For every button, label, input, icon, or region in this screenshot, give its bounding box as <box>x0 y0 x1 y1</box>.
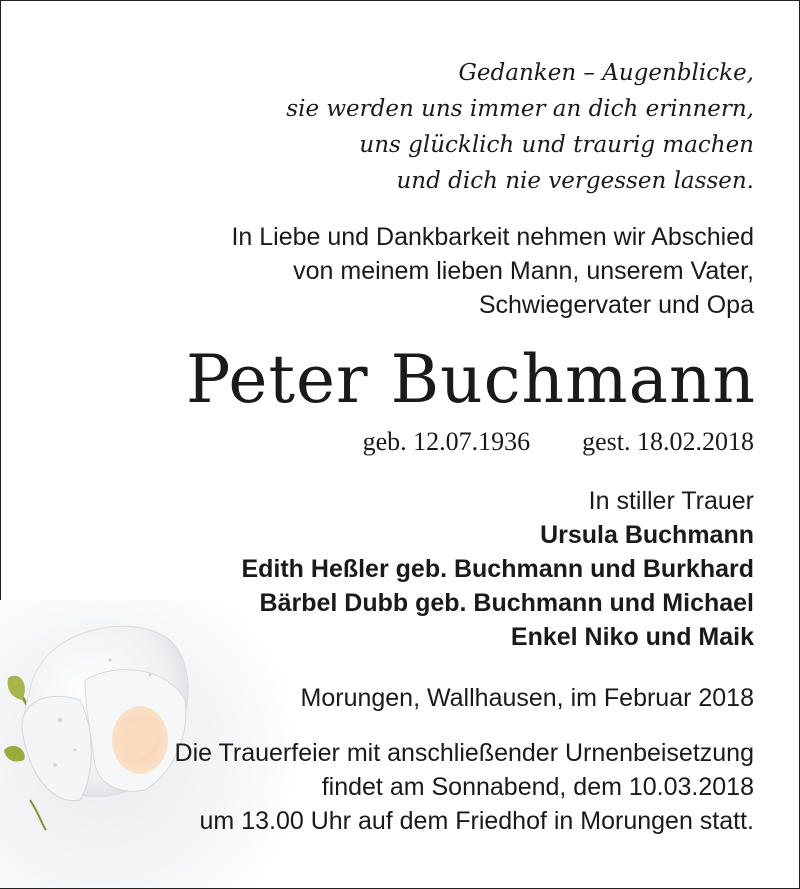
farewell-intro <box>231 220 754 322</box>
mourners-block <box>241 484 754 654</box>
mourning-heading: In stiller Trauer <box>588 487 754 515</box>
memorial-poem <box>286 55 754 199</box>
poem-line: sie werden uns immer an dich erinnern, <box>286 96 754 122</box>
funeral-line: um 13.00 Uhr auf dem Friedhof in Morungen statt. <box>199 807 754 835</box>
birth-date: geb. 12.07.1936 <box>362 427 531 456</box>
poem-line: und dich nie vergessen lassen. <box>396 168 754 194</box>
funeral-line: Die Trauerfeier mit anschließender Urnenbeisetzung <box>174 739 754 767</box>
deceased-name: Peter Buchmann <box>185 341 756 418</box>
intro-line: von meinem lieben Mann, unserem Vater, <box>293 257 754 285</box>
funeral-notice <box>175 736 754 838</box>
mourner-name: Bärbel Dubb geb. Buchmann und Michael <box>259 589 754 617</box>
mourner-name: Edith Heßler geb. Buchmann und Burkhard <box>241 555 754 583</box>
place-and-date: Morungen, Wallhausen, im Februar 2018 <box>300 684 754 712</box>
mourner-name: Ursula Buchmann <box>540 521 754 549</box>
life-dates <box>363 425 754 459</box>
death-date: gest. 18.02.2018 <box>582 427 754 456</box>
intro-line: In Liebe und Dankbarkeit nehmen wir Abschied <box>231 223 754 251</box>
intro-line: Schwiegervater und Opa <box>478 291 754 319</box>
poem-line: uns glücklich und traurig machen <box>359 132 754 158</box>
poem-line: Gedanken – Augenblicke, <box>458 60 754 86</box>
funeral-line: findet am Sonnabend, dem 10.03.2018 <box>321 773 754 801</box>
mourner-name: Enkel Niko und Maik <box>510 623 754 651</box>
